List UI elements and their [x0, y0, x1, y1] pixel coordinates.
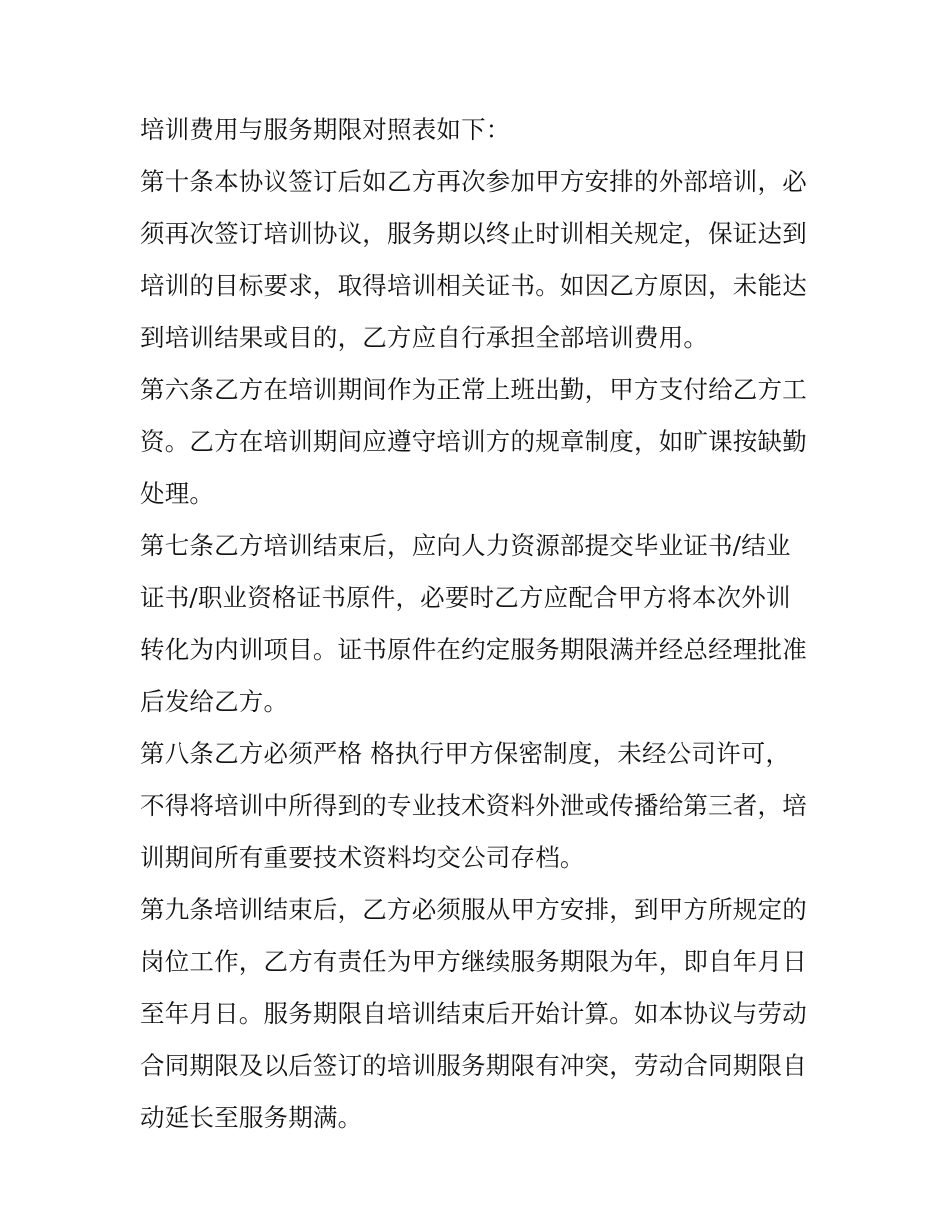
document-body: [140, 112, 820, 1152]
text-line: 动延长至服务期满。: [140, 1103, 363, 1132]
text-line: 证书/职业资格证书原件，必要时乙方应配合甲方将本次外训: [140, 583, 791, 612]
text-line: 不得将培训中所得到的专业技术资料外泄或传播给第三者，培: [140, 791, 807, 820]
text-line: 合同期限及以后签订的培训服务期限有冲突，劳动合同期限自: [140, 1051, 807, 1080]
text-line: 第七条乙方培训结束后，应向人力资源部提交毕业证书/结业: [140, 531, 791, 560]
text-line: 第十条本协议签订后如乙方再次参加甲方安排的外部培训，必: [140, 167, 807, 196]
paragraph-article-8: [140, 736, 820, 892]
paragraph-article-9: [140, 892, 820, 1152]
text-line: 岗位工作，乙方有责任为甲方继续服务期限为年，即自年月日: [140, 947, 807, 976]
text-line: 第九条培训结束后，乙方必须服从甲方安排，到甲方所规定的: [140, 895, 807, 924]
text-line: 训期间所有重要技术资料均交公司存档。: [140, 843, 585, 872]
text-line: 第六条乙方在培训期间作为正常上班出勤，甲方支付给乙方工: [140, 375, 807, 404]
text-line: 培训费用与服务期限对照表如下：: [140, 115, 511, 144]
text-line: 第八条乙方必须严格 格执行甲方保密制度，未经公司许可，: [140, 739, 791, 768]
text-line: 资。乙方在培训期间应遵守培训方的规章制度，如旷课按缺勤: [140, 427, 807, 456]
text-line: 处理。: [140, 479, 215, 508]
text-line: 后发给乙方。: [140, 687, 289, 716]
text-line: 须再次签订培训协议，服务期以终止时训相关规定，保证达到: [140, 219, 807, 248]
text-line: 培训的目标要求，取得培训相关证书。如因乙方原因，未能达: [140, 271, 807, 300]
paragraph-article-10: [140, 164, 820, 372]
paragraph-fee-table-intro: [140, 112, 820, 164]
text-line: 到培训结果或目的，乙方应自行承担全部培训费用。: [140, 323, 709, 352]
paragraph-article-7: [140, 528, 820, 736]
text-line: 至年月日。服务期限自培训结束后开始计算。如本协议与劳动: [140, 999, 807, 1028]
paragraph-article-6: [140, 372, 820, 528]
text-line: 转化为内训项目。证书原件在约定服务期限满并经总经理批准: [140, 635, 807, 664]
